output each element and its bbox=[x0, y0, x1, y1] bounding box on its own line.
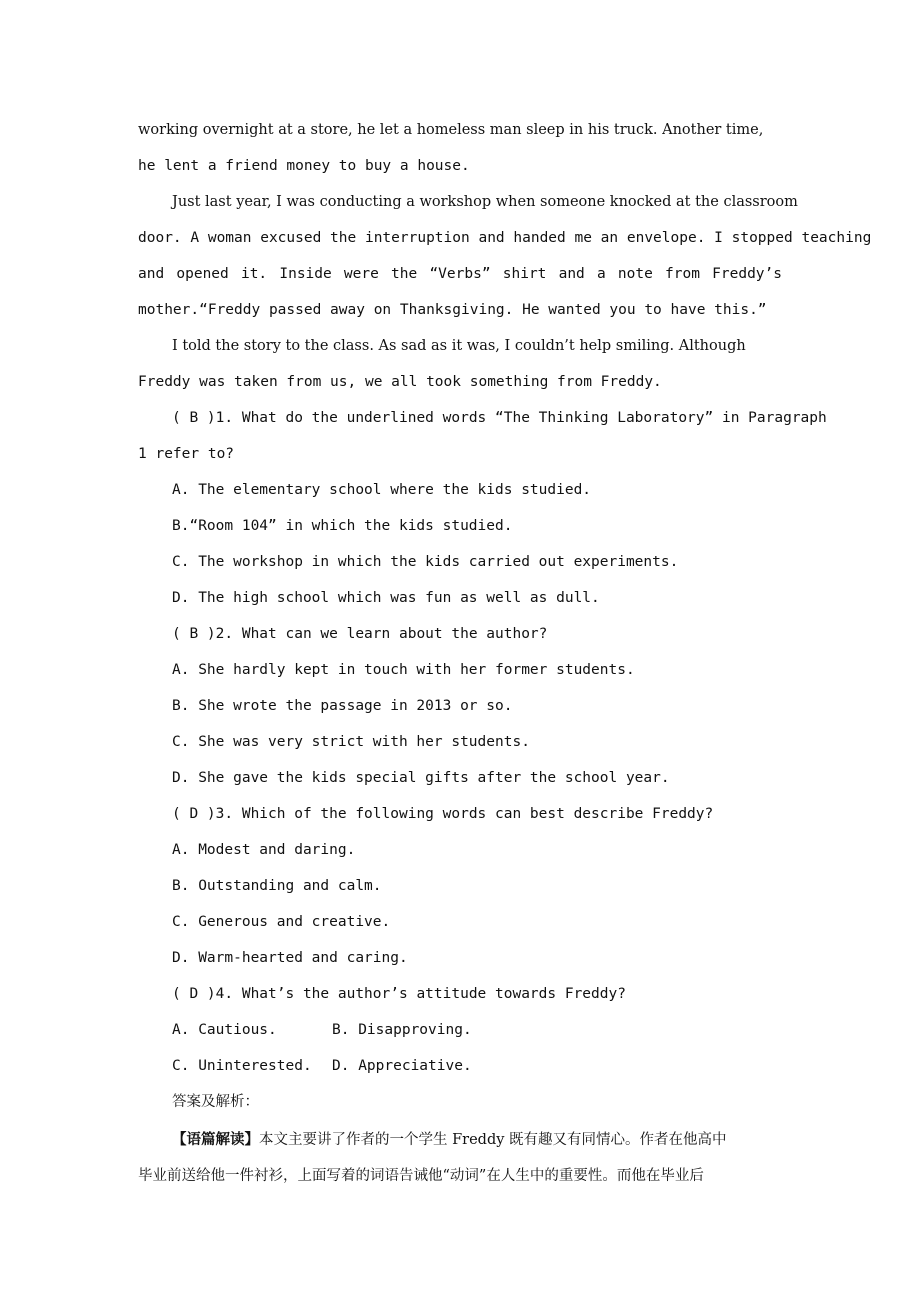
answer-marker: ( B )1. bbox=[172, 410, 234, 426]
passage-line: Freddy was taken from us, we all took something from Freddy. bbox=[138, 374, 662, 390]
question-text: What’s the author’s attitude towards Freddy? bbox=[241, 986, 626, 1002]
option-a: A. She hardly kept in touch with her former students. bbox=[172, 662, 635, 678]
option-c: C. Uninterested. bbox=[172, 1058, 312, 1074]
question-text: What can we learn about the author? bbox=[241, 626, 548, 642]
question-1-stem-cont: 1 refer to? bbox=[138, 446, 235, 462]
passage-line: door. A woman excused the interruption and handed me an envelope. I stopped teaching bbox=[138, 230, 872, 246]
question-3-stem bbox=[172, 804, 713, 824]
option-c: C. Generous and creative. bbox=[172, 914, 391, 930]
passage-line: and opened it. Inside were the “Verbs” shirt and a note from Freddy’s bbox=[138, 266, 782, 282]
passage-line: mother.“Freddy passed away on Thanksgiving. He wanted you to have this.” bbox=[138, 302, 767, 318]
option-b: B. She wrote the passage in 2013 or so. bbox=[172, 698, 513, 714]
answer-marker: ( D )3. bbox=[172, 806, 234, 822]
option-b: B. Disapproving. bbox=[332, 1022, 472, 1038]
option-c: C. The workshop in which the kids carried out experiments. bbox=[172, 554, 679, 570]
option-d: D. The high school which was fun as well as dull. bbox=[172, 590, 600, 606]
passage-line: working overnight at a store, he let a homeless man sleep in his truck. Another time, bbox=[138, 122, 764, 138]
passage-line: he lent a friend money to buy a house. bbox=[138, 158, 470, 174]
option-a: A. Cautious. bbox=[172, 1022, 277, 1038]
question-text: What do the underlined words “The Thinking Laboratory” in Paragraph bbox=[241, 410, 827, 426]
question-text: Which of the following words can best describe Freddy? bbox=[241, 806, 714, 822]
passage-line: I told the story to the class. As sad as it was, I couldn’t help smiling. Although bbox=[172, 338, 746, 354]
option-c: C. She was very strict with her students. bbox=[172, 734, 530, 750]
option-b: B.“Room 104” in which the kids studied. bbox=[172, 518, 513, 534]
answer-marker: ( D )4. bbox=[172, 986, 234, 1002]
option-d: D. Appreciative. bbox=[332, 1058, 472, 1074]
analysis-line: 毕业前送给他一件衬衫，上面写着的词语告诫他“动词”在人生中的重要性。而他在毕业后 bbox=[138, 1168, 704, 1184]
option-a: A. The elementary school where the kids studied. bbox=[172, 482, 592, 498]
analysis-text: 本文主要讲了作者的一个学生 Freddy 既有趣又有同情心。作者在他高中 bbox=[259, 1132, 727, 1148]
options-row-cd bbox=[172, 1056, 472, 1076]
question-1-stem bbox=[172, 408, 827, 428]
analysis-line bbox=[172, 1130, 727, 1150]
passage-line: Just last year, I was conducting a workshop when someone knocked at the classroom bbox=[172, 194, 798, 210]
question-2-stem bbox=[172, 624, 547, 644]
analysis-heading: 答案及解析： bbox=[172, 1094, 259, 1110]
option-a: A. Modest and daring. bbox=[172, 842, 356, 858]
option-d: D. Warm-hearted and caring. bbox=[172, 950, 408, 966]
analysis-label: 【语篇解读】 bbox=[172, 1131, 259, 1148]
answer-marker: ( B )2. bbox=[172, 626, 234, 642]
option-b: B. Outstanding and calm. bbox=[172, 878, 382, 894]
option-d: D. She gave the kids special gifts after the school year. bbox=[172, 770, 670, 786]
options-row-ab bbox=[172, 1020, 472, 1040]
question-4-stem bbox=[172, 984, 626, 1004]
